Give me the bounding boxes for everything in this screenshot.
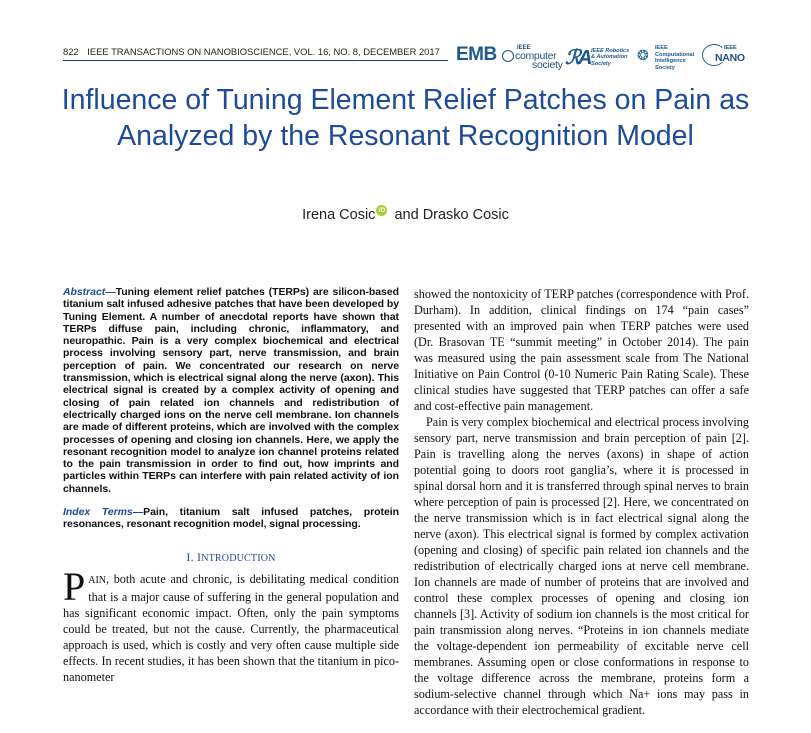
emb-logo-text: EMB <box>456 44 497 65</box>
computer-society-logo <box>502 45 564 69</box>
abstract-text: Tuning element relief patches (TERPs) are silicon-based titanium salt infused adhesive patches that have been developed by Tuning Element. A number of anecdotal reports have shown that TERPs diffuse pain, including chronic, inflammatory, and neuropathic. Pain is a very complex biochemical and electrical process involving sensory part, nerve transmission, and brain perception of pain. We concentrated our research on nerve transmission, which is electrical signal along the nerve (axon). This electrical signal is created by a complex activity of opening and closing of pain related ion channels and redistribution of electrically charged ions on the nerve cell membrane. Ion channels are made of different proteins, which are involved with the complex processes of opening and closing ion channels. Here, we apply the resonant recognition model to analyze ion channel proteins related to the pain transmission in order to find out, how imprints and particles within TERPs can interfere with pain related activity of ion channels. <box>63 286 399 495</box>
index-terms-label: Index Terms <box>63 506 133 519</box>
abstract <box>63 286 399 495</box>
page-number: 822 <box>63 46 79 57</box>
intro-text: , both acute and chronic, is debilitating medical condition that is a major cause of suffering in the general population and has significant economic impact. Often, only the pain symptoms could be treated, but not the cause. Currently, the pharmaceutical approach is used, which is costly and very often cause multiple side effects. In recent studies, it has been shown that the titanium in pico-nanometer <box>63 571 399 684</box>
right-column <box>414 286 749 718</box>
section-numeral: I. <box>186 549 197 564</box>
computer-society-line2: society <box>532 59 563 71</box>
running-header <box>63 46 448 60</box>
nano-ieee: IEEE <box>724 45 737 51</box>
abstract-label: Abstract <box>63 286 106 298</box>
robotics-line2: & Automation <box>591 54 628 61</box>
computer-society-ring-icon <box>502 50 514 62</box>
cis-logo <box>637 45 699 71</box>
header-rule <box>63 60 448 61</box>
index-terms-dash: — <box>132 506 144 519</box>
robotics-society-text <box>591 48 629 67</box>
abstract-dash: — <box>105 286 116 298</box>
cis-mark-icon: ❂ <box>637 47 649 63</box>
computer-society-ieee: IEEE <box>517 45 531 51</box>
robotics-mark-icon: ℛA <box>565 47 590 69</box>
journal-line: IEEE TRANSACTIONS ON NANOBIOSCIENCE, VOL. 16, NO. 8, DECEMBER 2017 <box>87 46 440 57</box>
nano-label: NANO <box>715 52 745 64</box>
drop-cap: P <box>63 563 86 609</box>
author-first: Irena Cosic <box>302 207 376 223</box>
cis-text <box>655 45 694 71</box>
computer-society-line1: computer <box>515 50 557 62</box>
right-paragraph-2: Pain is very complex biochemical and electrical process involving sensory part, nerve transmission and brain perception of pain [2]. Pain is travelling along the nerves (axons) in shape of action potential going to doors root ganglia’s, where it is processed in spinal dorsal horn and it is transferred through spinal nerves to brain where perception of pain is processed [2]. Here, we concentrated on the nerve transmission which is in fact electrical signal along the nerve (axon). This electrical signal is formed by complex activation (opening and closing) of specific pain related ion channels and the redistribution of electrically charged ions at nerve cell membrane. Ion channels are made of number of proteins that are involved and control these complex processes of opening and closing ion channels [3]. Activity of sodium ion channels is the most critical for pain transmission along nerves. “Proteins in ion channels mediate the voltage-dependent ion permeability of excitable nerve cell membranes. Assuming open or close conformations in response to the voltage difference across the membrane, proteins form a sodium-selective channel through which Na+ ions may pass in accordance with their electrochemical gradient. <box>414 415 749 717</box>
robotics-society-logo <box>565 45 635 71</box>
cis-line3: Intelligence <box>655 58 686 65</box>
section-heading-introduction <box>63 550 399 565</box>
cis-line1: IEEE <box>655 45 668 51</box>
section-rest: NTRODUCTION <box>201 552 276 564</box>
index-terms-text: Pain, titanium salt infused patches, protein resonances, resonant recognition model, signal processing. <box>63 506 399 531</box>
first-word-rest: AIN <box>88 574 107 586</box>
orcid-icon[interactable]: iD <box>376 205 387 216</box>
intro-paragraph <box>63 563 399 685</box>
robotics-line3: Society <box>591 60 611 67</box>
robotics-line1: IEEE Robotics <box>591 48 630 54</box>
paper-title: Influence of Tuning Element Relief Patches on Pain as Analyzed by the Resonant Recognition Model <box>61 84 750 152</box>
left-column <box>63 286 399 685</box>
index-terms <box>63 506 399 531</box>
section-initial: I <box>196 549 202 564</box>
cis-line4: Society <box>655 64 675 71</box>
author-rest: and Drasko Cosic <box>394 207 509 223</box>
cis-line2: Computational <box>655 51 695 58</box>
right-paragraph-1: showed the nontoxicity of TERP patches (correspondence with Prof. Durham). In addition, clinical findings on 174 “pain cases” presented with an improved pain when TERP patches were used (Dr. Brasovan TE “summit meeting” in October 2014). The pain was measured using the pain assessment scale from The National Initiative on Pain Control (0-10 Numeric Pain Rating Scale). These clinical studies have suggested that TERP patches can offer a safe and cost-effective pain management. <box>414 287 749 413</box>
emb-logo <box>456 44 497 66</box>
author-line <box>40 205 771 223</box>
nano-council-logo <box>702 44 752 70</box>
